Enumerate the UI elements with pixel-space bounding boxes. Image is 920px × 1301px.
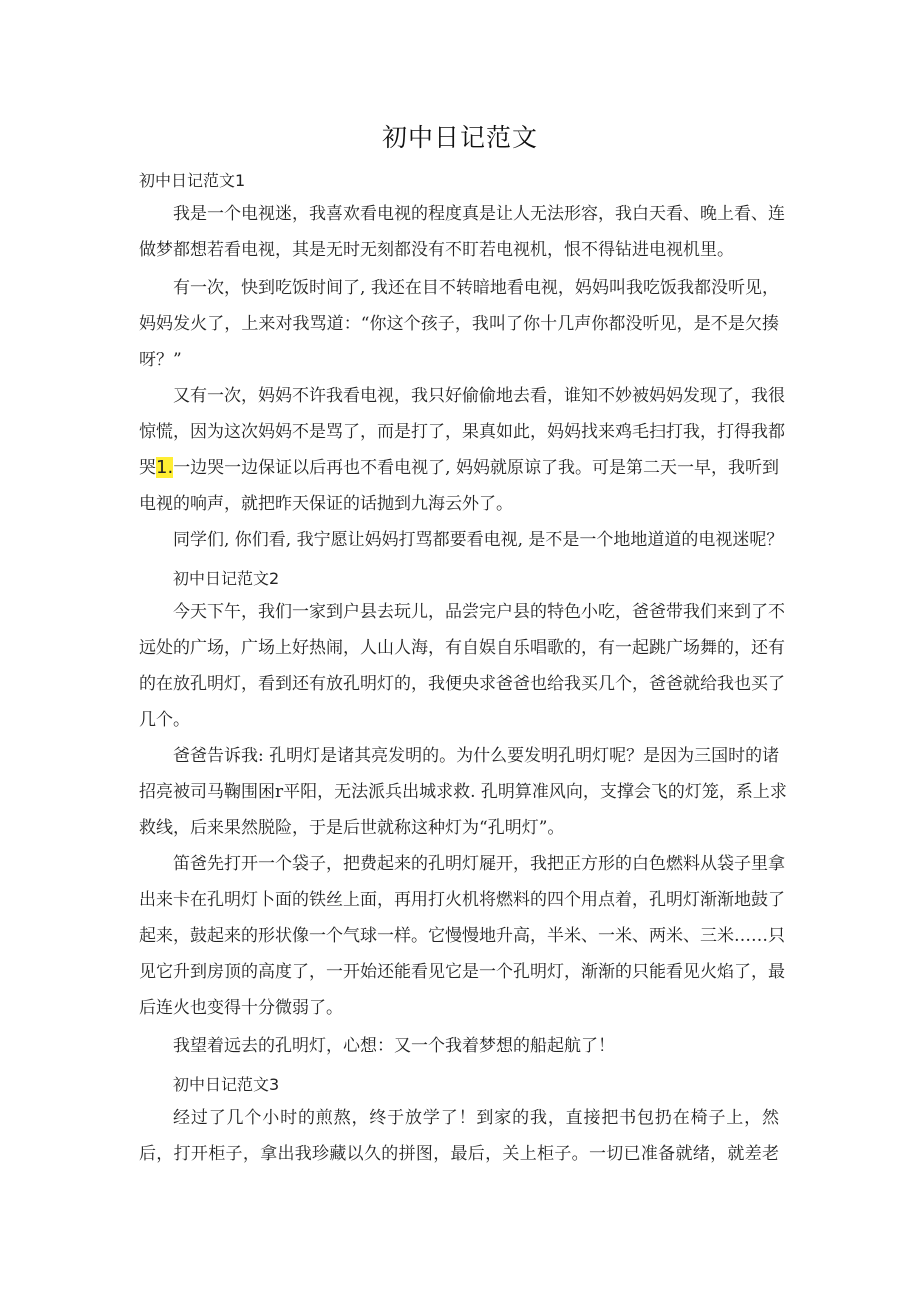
page-title: 初中日记范文: [381, 123, 538, 152]
text-line: 我是一个电视迷，我喜欢看电视的程度真是让人无法形容，我白天看、晚上看、连: [173, 204, 785, 224]
section-heading-1: 初中日记范文1: [139, 171, 246, 190]
section-heading-2: 初中日记范文2: [173, 569, 280, 588]
text-line: 救线，后来果然脱险，于是后世就称这种灯为“孔明灯”。: [139, 818, 565, 838]
text-line: 我望着远去的孔明灯，心想：又一个我着梦想的船起航了！: [173, 1036, 615, 1056]
text-line: 起来，鼓起来的形状像一个气球一样。它慢慢地升高，半米、一米、两米、三米……只: [139, 926, 785, 946]
text-line: 的在放孔明灯，看到还有放孔明灯的，我便央求爸爸也给我买几个，爸爸就给我也买了: [139, 674, 785, 694]
text-line: 呀？”: [139, 350, 182, 370]
text-line: 见它升到房顶的高度了，一开始还能看见它是一个孔明灯，渐渐的只能看见火焰了，最: [139, 962, 785, 982]
highlight-marker: 1.: [156, 457, 174, 478]
text-line: 有一次，快到吃饭时间了, 我还在目不转暗地看电视，妈妈叫我吃饭我都没听见，: [173, 278, 779, 298]
text-line: 爸爸告诉我: 孔明灯是诸其亮发明的。为什么要发明孔明灯呢？是因为三国时的诸: [173, 746, 780, 766]
text-line: 招亮被司马鞠围困r平阳，无法派兵出城求救. 孔明算准风向，支撑会飞的灯笼，系上求: [139, 782, 787, 802]
text-line: 又有一次，妈妈不许我看电视，我只好偷偷地去看，谁知不妙被妈妈发现了，我很: [173, 386, 785, 406]
text-line: 惊慌，因为这次妈妈不是骂了，而是打了，果真如此，妈妈找来鸡毛扫打我，打得我都: [139, 422, 785, 442]
text-fragment: 一边哭一边保证以后再也不看电视了, 妈妈就原谅了我。可是第二天一早，我听到: [173, 458, 779, 478]
text-line: 妈妈发火了，上来对我骂道：“你这个孩子，我叫了你十几声你都没听见，是不是欠揍: [139, 314, 779, 334]
text-line: 今天下午，我们一家到户县去玩儿，品尝完户县的特色小吃，爸爸带我们来到了不: [173, 602, 785, 622]
text-line: 同学们, 你们看, 我宁愿让妈妈打骂都要看电视, 是不是一个地地道道的电视迷呢？: [173, 530, 784, 550]
text-line: 做梦都想若看电视，其是无时无刻都没有不盯若电视机，恨不得钻进电视机里。: [139, 240, 734, 260]
section-heading-3: 初中日记范文3: [173, 1075, 280, 1094]
text-line: 后，打开柜子，拿出我珍藏以久的拼图，最后，关上柜子。一切已准备就绪，就差老: [139, 1144, 779, 1164]
text-line: 电视的响声，就把昨天保证的话抛到九海云外了。: [139, 494, 513, 514]
text-line: 经过了几个小时的煎熬，终于放学了！到家的我，直接把书包扔在椅子上，然: [173, 1108, 779, 1128]
text-line: 远处的广场，广场上好热闹，人山人海，有自娱自乐唱歌的，有一起跳广场舞的，还有: [139, 638, 785, 658]
text-line: 笛爸先打开一个袋子，把费起来的孔明灯屣开，我把正方形的白色燃料从袋子里拿: [173, 854, 785, 874]
text-fragment: 哭: [139, 458, 156, 478]
text-line: 后连火也变得十分微弱了。: [139, 998, 343, 1018]
text-line-with-highlight: [139, 454, 779, 482]
text-line: 出来卡在孔明灯卜面的铁丝上面，再用打火机将燃料的四个用点着，孔明灯渐渐地鼓了: [139, 890, 785, 910]
text-line: 几个。: [139, 710, 190, 730]
